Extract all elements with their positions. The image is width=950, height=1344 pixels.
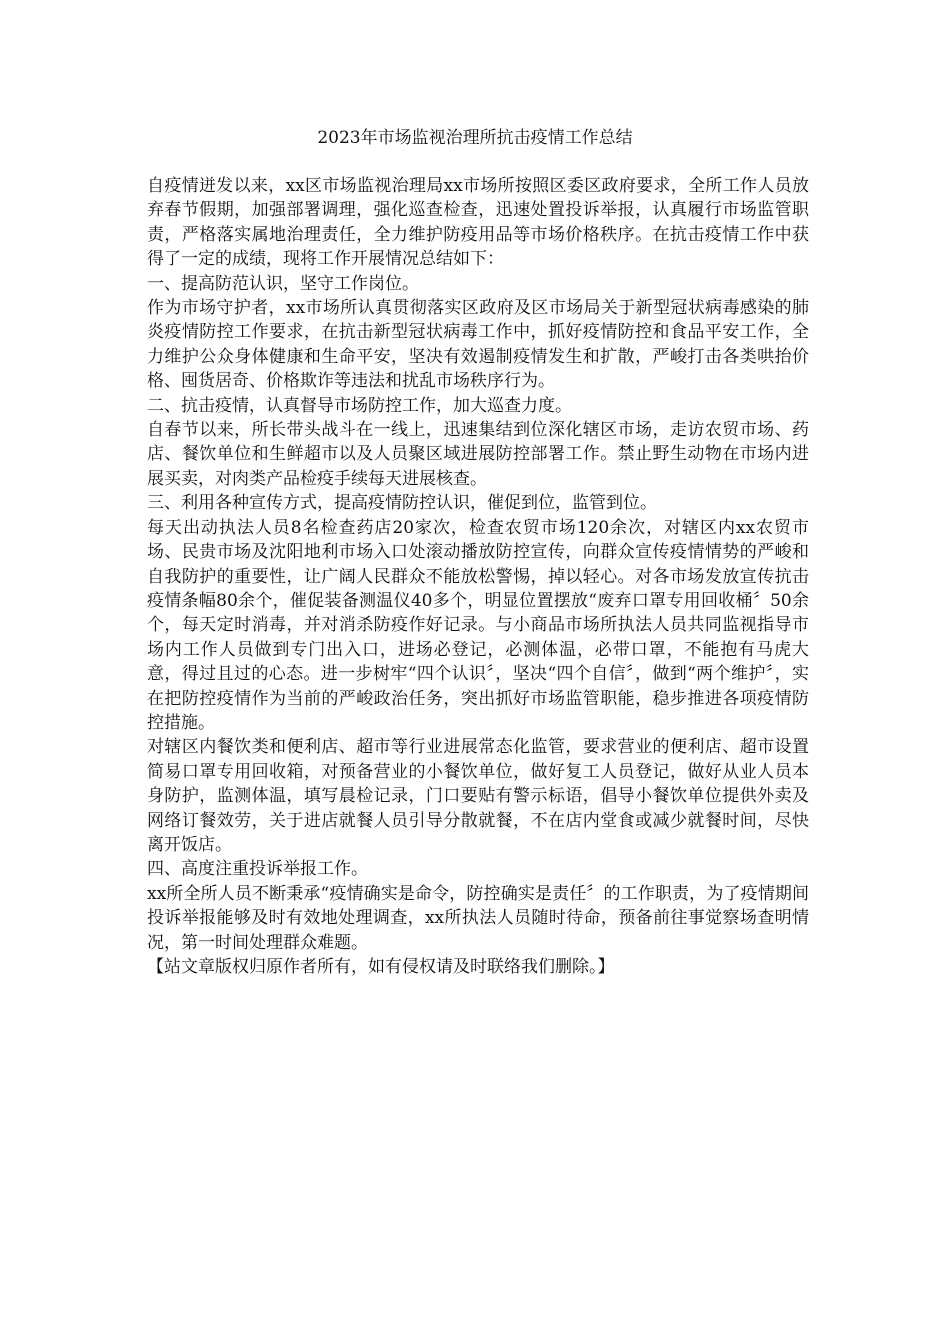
section-heading-1: 一、提高防范认识，坚守工作岗位。 <box>147 273 419 294</box>
section-paragraph-1: 作为市场守护者，xx市场所认真贯彻落实区政府及区市场局关于新型冠状病毒感染的肺炎疫情防控工作要求，在抗击新型冠状病毒工作中，抓好疫情防控和食品平安工作，全力维护公众身体健康和生命平安，坚决有效遏制疫情发生和扩散，严峻打击各类哄抬价格、囤货居奇、价格欺诈等违法和扰乱市场秩序行为。 <box>147 298 809 392</box>
section-paragraph-4: xx所全所人员不断秉承“疫情确实是命令，防控确实是责任〞的工作职责，为了疫情期间投诉举报能够及时有效地处理调查，xx所执法人员随时待命，预备前往事觉察场查明情况，第一时间处理群众难题。 <box>147 883 809 953</box>
document-body <box>147 174 809 979</box>
section-paragraph-3a: 每天出动执法人员8名检查药店20家次，检查农贸市场120余次，对辖区内xx农贸市场、民贵市场及沈阳地利市场入口处滚动播放防控宣传，向群众宣传疫情情势的严峻和自我防护的重要性，让广阔人民群众不能放松警惕，掉以轻心。对各市场发放宣传抗击疫情条幅80余个，催促装备测温仪40多个，明显位置摆放“废弃口罩专用回收桶〞50余个，每天定时消毒，并对消杀防疫作好记录。与小商品市场所执法人员共同监视指导市场内工作人员做到专门出入口，进场必登记，必测体温，必带口罩，不能抱有马虎大意，得过且过的心态。进一步树牢“四个认识〞，坚决“四个自信〞，做到“两个维护〞，实在把防控疫情作为当前的严峻政治任务，突出抓好市场监管职能，稳步推进各项疫情防控措施。 <box>147 517 809 733</box>
section-heading-4: 四、高度注重投诉举报工作。 <box>147 859 368 880</box>
section-heading-3: 三、利用各种宣传方式，提高疫情防控认识，催促到位，监管到位。 <box>147 493 657 514</box>
section-paragraph-2: 自春节以来，所长带头战斗在一线上，迅速集结到位深化辖区市场，走访农贸市场、药店、餐饮单位和生鲜超市以及人员聚区域进展防控部署工作。禁止野生动物在市场内进展买卖，对肉类产品检疫手续每天进展核查。 <box>147 420 809 489</box>
section-paragraph-3b: 对辖区内餐饮类和便利店、超市等行业进展常态化监管，要求营业的便利店、超市设置简易口罩专用回收箱，对预备营业的小餐饮单位，做好复工人员登记，做好从业人员本身防护，监测体温，填写晨检记录，门口要贴有警示标语，倡导小餐饮单位提供外卖及网络订餐效劳，关于进店就餐人员引导分散就餐，不在店内堂食或减少就餐时间，尽快离开饭店。 <box>147 737 809 855</box>
intro-paragraph: 自疫情迸发以来，xx区市场监视治理局xx市场所按照区委区政府要求，全所工作人员放弃春节假期，加强部署调理，强化巡查检查，迅速处置投诉举报，认真履行市场监管职责，严格落实属地治理责任，全力维护防疫用品等市场价格秩序。在抗击疫情工作中获得了一定的成绩，现将工作开展情况总结如下： <box>147 176 809 270</box>
document-title: 2023年市场监视治理所抗击疫情工作总结 <box>317 128 633 148</box>
section-heading-2: 二、抗击疫情，认真督导市场防控工作，加大巡查力度。 <box>147 395 572 416</box>
copyright-notice: 【站文章版权归原作者所有，如有侵权请及时联络我们删除。】 <box>147 957 615 977</box>
